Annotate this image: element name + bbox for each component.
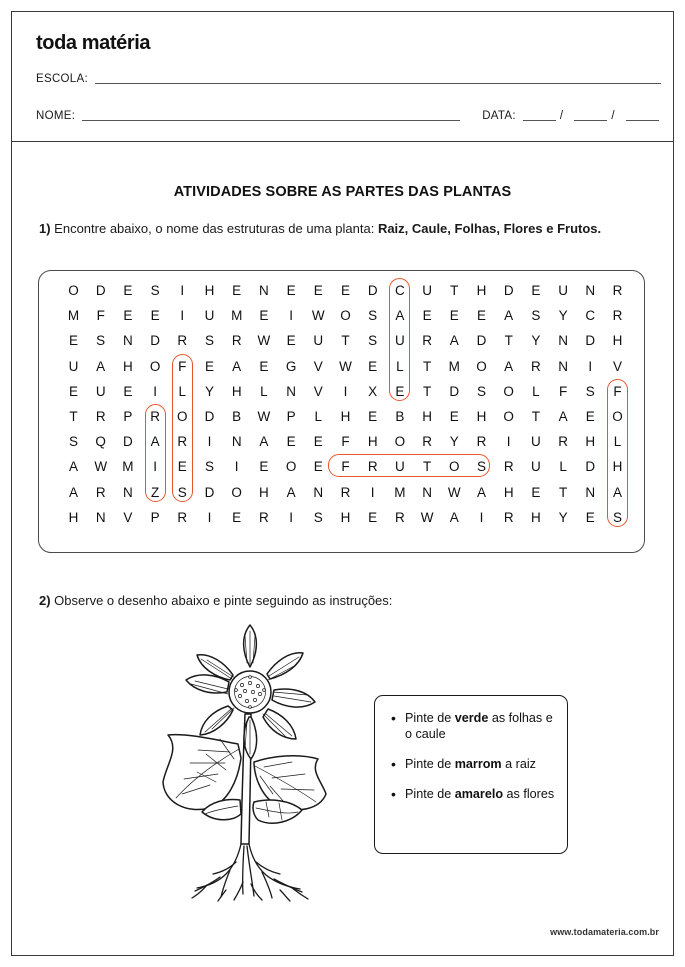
word-search-cell[interactable]: E (395, 383, 405, 399)
name-label: NOME: (36, 110, 76, 122)
word-search-cell[interactable]: O (503, 383, 514, 399)
word-search-cell[interactable]: H (612, 459, 623, 475)
school-input-line[interactable] (95, 83, 661, 84)
word-highlight-flores (172, 354, 193, 502)
word-search-cell[interactable]: S (612, 509, 622, 525)
word-search-cell[interactable]: E (123, 383, 133, 399)
instruction-color-word: amarelo (454, 787, 504, 801)
word-search-cell[interactable]: O (149, 358, 161, 374)
word-search-cell[interactable]: G (285, 358, 297, 374)
word-search-cell[interactable]: S (476, 459, 486, 475)
word-search-cell[interactable]: R (395, 509, 405, 525)
instruction-suffix: as folhas e o caule (405, 711, 553, 741)
word-search-cell[interactable]: A (504, 308, 514, 324)
word-search-cell[interactable]: Z (150, 484, 160, 500)
date-label: DATA: (482, 110, 516, 122)
school-field-row (36, 73, 661, 86)
word-search-cell[interactable]: E (232, 509, 242, 525)
word-search-cell[interactable]: I (479, 509, 484, 525)
bullet-icon: • (391, 710, 396, 726)
word-search-cell[interactable]: L (314, 409, 323, 424)
word-search-cell[interactable]: A (259, 434, 269, 450)
word-search-cell[interactable]: T (531, 409, 541, 424)
word-search-cell[interactable]: H (123, 358, 133, 374)
word-search-cell[interactable]: R (612, 283, 623, 298)
worksheet-header (12, 12, 673, 142)
instruction-item (391, 756, 557, 772)
word-search-cell[interactable]: I (289, 308, 293, 324)
date-separator-1: / (559, 110, 564, 122)
word-search-cell[interactable]: V (612, 358, 622, 374)
word-search-cell[interactable]: R (367, 459, 378, 475)
word-search-cell[interactable]: E (531, 283, 541, 298)
word-search-cell[interactable]: S (177, 484, 187, 500)
word-search-cell[interactable]: I (207, 434, 212, 450)
word-search-cell[interactable]: D (95, 283, 106, 298)
question-1-text: Encontre abaixo, o nome das estruturas de uma planta: (50, 221, 378, 236)
brand-logo: toda matéria (36, 32, 151, 54)
word-search-cell[interactable]: D (150, 333, 160, 349)
word-search-cell[interactable]: R (95, 409, 106, 424)
word-search-cell[interactable]: D (367, 283, 378, 298)
word-search-cell[interactable]: H (585, 434, 596, 450)
word-search-cell[interactable]: O (476, 358, 487, 374)
word-search-cell[interactable]: R (422, 434, 432, 450)
word-search-cell[interactable]: E (259, 459, 269, 475)
word-search-cell[interactable]: O (612, 409, 623, 424)
page-title: ATIVIDADES SOBRE AS PARTES DAS PLANTAS (173, 184, 512, 200)
word-search-cell[interactable]: R (503, 459, 514, 475)
word-search-cell[interactable]: E (313, 459, 323, 475)
word-highlight-folhas (607, 379, 628, 527)
word-search-cell[interactable]: N (558, 358, 568, 374)
word-search-cell[interactable]: N (422, 484, 432, 500)
word-search-cell[interactable]: W (257, 333, 271, 349)
word-search-cell[interactable]: H (340, 509, 351, 525)
word-search-cell[interactable]: S (150, 283, 160, 298)
word-search-cell[interactable]: D (123, 434, 133, 450)
word-search-cell[interactable]: P (150, 509, 160, 525)
word-search-cell[interactable]: E (204, 358, 214, 374)
word-search-cell[interactable]: V (313, 358, 323, 374)
word-search-cell[interactable]: A (232, 358, 242, 374)
word-search-cell[interactable]: H (231, 383, 242, 399)
word-search-cell[interactable]: A (449, 509, 459, 525)
word-search-cell[interactable]: W (339, 358, 352, 374)
word-search-cell[interactable]: T (341, 333, 350, 349)
word-search-cell[interactable]: N (259, 283, 269, 298)
word-search-cell[interactable]: A (558, 409, 568, 424)
footer-site-url: www.todamateria.com.br (550, 927, 659, 937)
word-search-cell[interactable]: S (531, 308, 541, 324)
word-search-cell[interactable]: S (368, 308, 378, 324)
word-search-cell[interactable]: Q (95, 434, 106, 450)
instruction-color-word: marrom (454, 757, 502, 771)
word-search-cell[interactable]: E (177, 459, 187, 475)
date-separator-2: / (611, 110, 615, 122)
word-search-cell[interactable]: R (259, 509, 269, 525)
word-search-cell[interactable]: I (289, 509, 293, 525)
word-search-cell[interactable]: A (612, 484, 622, 500)
word-search-cell[interactable]: Y (558, 308, 568, 324)
word-search-cell[interactable]: R (558, 434, 568, 450)
word-search-cell[interactable]: D (503, 283, 514, 298)
word-search-cell[interactable]: L (260, 383, 268, 399)
word-search-cell[interactable]: S (96, 333, 106, 349)
word-search-cell[interactable]: F (341, 434, 350, 450)
word-search-cell[interactable]: D (204, 484, 215, 500)
word-search-cell[interactable]: R (340, 484, 351, 500)
word-search-cell[interactable]: U (531, 459, 541, 475)
word-search-cell[interactable]: X (368, 383, 378, 399)
word-search-cell[interactable]: N (585, 484, 596, 500)
word-search-cell[interactable]: T (504, 333, 513, 349)
word-search-cell[interactable]: R (476, 434, 487, 450)
word-search-cell[interactable]: E (476, 308, 486, 324)
word-search-cell[interactable]: E (286, 283, 296, 298)
word-search-cell[interactable]: A (286, 484, 296, 500)
word-search-cell[interactable]: E (449, 409, 459, 424)
word-search-cell[interactable]: E (286, 333, 296, 349)
word-search-cell[interactable]: D (585, 459, 596, 475)
word-search-cell[interactable]: L (559, 459, 567, 475)
word-search-cell[interactable]: N (95, 509, 106, 525)
word-search-cell[interactable]: N (286, 383, 296, 399)
word-search-cell[interactable]: L (178, 383, 187, 399)
painting-instructions-list (375, 696, 567, 802)
word-search-cell[interactable]: W (94, 459, 108, 475)
word-search-cell[interactable]: A (150, 434, 160, 450)
question-2-instruction (39, 593, 392, 608)
word-search-cell[interactable]: E (531, 484, 541, 500)
word-search-cell[interactable]: Y (204, 383, 214, 399)
word-search-cell[interactable]: E (286, 434, 296, 450)
instruction-suffix: a raiz (501, 757, 536, 771)
word-search-cell[interactable]: B (232, 409, 242, 424)
instruction-prefix: Pinte de (405, 711, 455, 725)
word-search-cell[interactable]: L (396, 358, 404, 374)
word-search-cell[interactable]: T (450, 283, 459, 298)
word-search-cell[interactable]: B (395, 409, 405, 424)
word-search-cell[interactable]: I (588, 358, 593, 374)
word-search-cell[interactable]: S (204, 459, 214, 475)
word-search-cell[interactable]: O (449, 459, 460, 475)
word-search-cell[interactable]: A (68, 459, 78, 475)
name-input-line[interactable] (82, 120, 460, 121)
instruction-prefix: Pinte de (405, 787, 455, 801)
word-search-cell[interactable]: N (558, 333, 568, 349)
word-search-cell[interactable]: A (68, 484, 78, 500)
word-search-cell[interactable]: N (585, 283, 596, 298)
word-search-cell[interactable]: E (368, 409, 378, 424)
question-2-text: Observe o desenho abaixo e pinte seguindo as instruções: (50, 593, 393, 608)
word-search-cell[interactable]: H (612, 333, 623, 349)
word-search-cell[interactable]: U (95, 383, 106, 399)
word-search-grid[interactable] (39, 271, 646, 554)
word-search-cell[interactable]: S (476, 383, 486, 399)
question-1-number: 1) (39, 221, 51, 236)
word-search-cell[interactable]: E (368, 509, 378, 525)
word-search-cell[interactable]: A (96, 358, 106, 374)
word-search-cell[interactable]: R (177, 509, 188, 525)
word-search-cell[interactable]: I (506, 434, 511, 450)
word-search-cell[interactable]: U (395, 459, 405, 475)
word-search-cell[interactable]: T (69, 409, 78, 424)
word-search-cell[interactable]: E (313, 283, 323, 298)
word-search-cell[interactable]: R (422, 333, 432, 349)
word-search-cell[interactable]: H (531, 509, 541, 525)
word-search-cell[interactable]: N (231, 434, 242, 450)
word-search-cell[interactable]: R (150, 409, 160, 424)
painting-instructions-box (374, 695, 568, 854)
word-search-cell[interactable]: M (67, 308, 80, 324)
word-search-cell[interactable]: U (68, 358, 79, 374)
word-search-cell[interactable]: O (177, 409, 188, 424)
question-1-wordlist: Raiz, Caule, Folhas, Flores e Frutos. (377, 221, 602, 236)
word-search-cell[interactable]: I (343, 383, 348, 399)
word-search-cell[interactable]: D (585, 333, 596, 349)
word-search-cell[interactable]: W (257, 409, 271, 424)
word-search-cell[interactable]: S (204, 333, 214, 349)
word-search-cell[interactable]: C (585, 308, 596, 324)
word-search-cell[interactable]: F (613, 383, 622, 399)
word-search-cell[interactable]: A (449, 333, 459, 349)
word-search-cell[interactable]: E (313, 434, 323, 450)
word-search-cell[interactable]: A (395, 308, 405, 324)
date-day-input-line[interactable] (523, 120, 556, 121)
word-search-cell[interactable]: O (231, 484, 242, 500)
word-search-cell[interactable]: H (422, 409, 432, 424)
word-search-cell[interactable]: Y (531, 333, 541, 349)
question-2-number: 2) (39, 593, 51, 608)
word-search-cell[interactable]: P (123, 409, 133, 424)
word-search-cell[interactable]: E (422, 308, 432, 324)
word-search-cell[interactable]: W (311, 308, 325, 324)
word-search-cell[interactable]: H (68, 509, 79, 525)
word-search-cell[interactable]: O (68, 283, 79, 298)
word-search-cell[interactable]: U (204, 308, 215, 324)
instruction-item (391, 710, 557, 742)
word-search-cell[interactable]: U (422, 283, 432, 298)
word-search-cell[interactable]: E (585, 509, 595, 525)
name-field-row (36, 110, 661, 123)
word-search-cell[interactable]: O (340, 308, 351, 324)
word-search-cell[interactable]: E (232, 283, 242, 298)
sunflower-plant-illustration (150, 622, 355, 902)
word-search-cell[interactable]: U (558, 283, 568, 298)
word-search-cell[interactable]: R (231, 333, 242, 349)
word-search-cell[interactable]: I (234, 459, 239, 475)
word-search-cell[interactable]: E (340, 283, 350, 298)
date-year-input-line[interactable] (626, 120, 659, 121)
word-search-cell[interactable]: H (340, 409, 351, 424)
word-search-cell[interactable]: M (448, 358, 460, 374)
date-month-input-line[interactable] (574, 120, 607, 121)
word-search-cell[interactable]: T (558, 484, 568, 500)
word-search-cell[interactable]: T (422, 383, 432, 399)
word-search-cell[interactable]: E (259, 308, 269, 324)
word-search-cell[interactable]: I (153, 383, 157, 399)
word-search-cell[interactable]: T (422, 459, 432, 475)
bullet-icon: • (391, 786, 396, 802)
word-search-cell[interactable]: I (207, 509, 212, 525)
word-search-cell[interactable]: V (313, 383, 323, 399)
word-search-cell[interactable]: H (503, 484, 514, 500)
word-search-cell[interactable]: E (68, 383, 78, 399)
word-search-cell[interactable]: O (394, 434, 406, 450)
word-search-cell[interactable]: U (313, 333, 324, 349)
word-search-cell[interactable]: D (204, 409, 215, 424)
bullet-icon: • (391, 756, 396, 772)
word-search-cell[interactable]: T (422, 358, 432, 374)
word-search-cell[interactable]: M (122, 459, 134, 475)
word-search-cell[interactable]: Y (558, 509, 568, 525)
word-search-cell[interactable]: Y (449, 434, 459, 450)
word-search-cell[interactable]: F (178, 358, 187, 374)
word-search-cell[interactable]: C (395, 283, 405, 298)
word-search-cell[interactable]: N (313, 484, 324, 500)
instruction-color-word: verde (454, 711, 489, 725)
word-search-cell[interactable]: R (177, 333, 188, 349)
word-search-cell[interactable]: A (476, 484, 486, 500)
word-search-cell[interactable]: O (285, 459, 297, 475)
instruction-prefix: Pinte de (405, 757, 455, 771)
word-search-cell[interactable]: O (503, 409, 514, 424)
word-search-cell[interactable]: M (394, 484, 406, 500)
word-search-cell[interactable]: U (531, 434, 541, 450)
word-search-cell[interactable]: N (123, 333, 133, 349)
word-search-cell[interactable]: S (368, 333, 378, 349)
word-search-cell[interactable]: H (476, 283, 487, 298)
word-search-cell[interactable]: S (313, 509, 323, 525)
instruction-item (391, 786, 557, 802)
word-search-cell[interactable]: M (231, 308, 243, 324)
word-search-cell[interactable]: P (286, 409, 296, 424)
word-search-cell[interactable]: R (531, 358, 541, 374)
word-search-cell[interactable]: W (447, 484, 461, 500)
word-search-cell[interactable]: R (95, 484, 106, 500)
word-search-cell[interactable]: E (368, 358, 378, 374)
word-search-cell[interactable]: D (449, 383, 460, 399)
word-search-cell[interactable]: H (204, 283, 215, 298)
word-search-cell[interactable]: E (150, 308, 160, 324)
word-search-cell[interactable]: R (612, 308, 623, 324)
word-search-cell[interactable]: F (96, 308, 105, 324)
school-label: ESCOLA: (36, 73, 88, 85)
word-search-cell[interactable]: I (153, 459, 157, 475)
word-search-cell[interactable]: E (68, 333, 78, 349)
word-search-cell[interactable]: W (420, 509, 434, 525)
word-search-cell[interactable]: F (558, 383, 568, 399)
word-search-cell[interactable]: I (370, 484, 375, 500)
word-search-cell[interactable]: E (449, 308, 459, 324)
word-search-cell[interactable]: H (367, 434, 378, 450)
word-search-cell[interactable]: E (585, 409, 595, 424)
word-search-cell[interactable]: N (123, 484, 133, 500)
word-search-cell[interactable]: I (180, 308, 185, 324)
word-search-cell[interactable]: L (613, 434, 622, 450)
word-search-cell[interactable]: E (123, 283, 133, 298)
word-search-cell[interactable]: S (585, 383, 595, 399)
word-search-cell[interactable]: S (68, 434, 78, 450)
word-search-cell[interactable]: E (259, 358, 269, 374)
word-search-cell[interactable]: H (259, 484, 269, 500)
instruction-suffix: as flores (503, 787, 555, 801)
word-search-cell[interactable]: A (504, 358, 514, 374)
word-search-cell[interactable]: I (180, 283, 185, 298)
word-search-cell[interactable]: U (395, 333, 405, 349)
word-search-cell[interactable]: R (177, 434, 188, 450)
word-search-cell[interactable]: V (123, 509, 133, 525)
question-1-instruction (39, 219, 639, 238)
word-search-cell[interactable]: L (532, 383, 540, 399)
word-search-box (38, 270, 645, 553)
word-search-cell[interactable]: E (123, 308, 133, 324)
word-search-cell[interactable]: H (476, 409, 487, 424)
word-search-cell[interactable]: D (476, 333, 487, 349)
word-search-cell[interactable]: F (341, 459, 350, 475)
word-search-cell[interactable]: R (503, 509, 514, 525)
